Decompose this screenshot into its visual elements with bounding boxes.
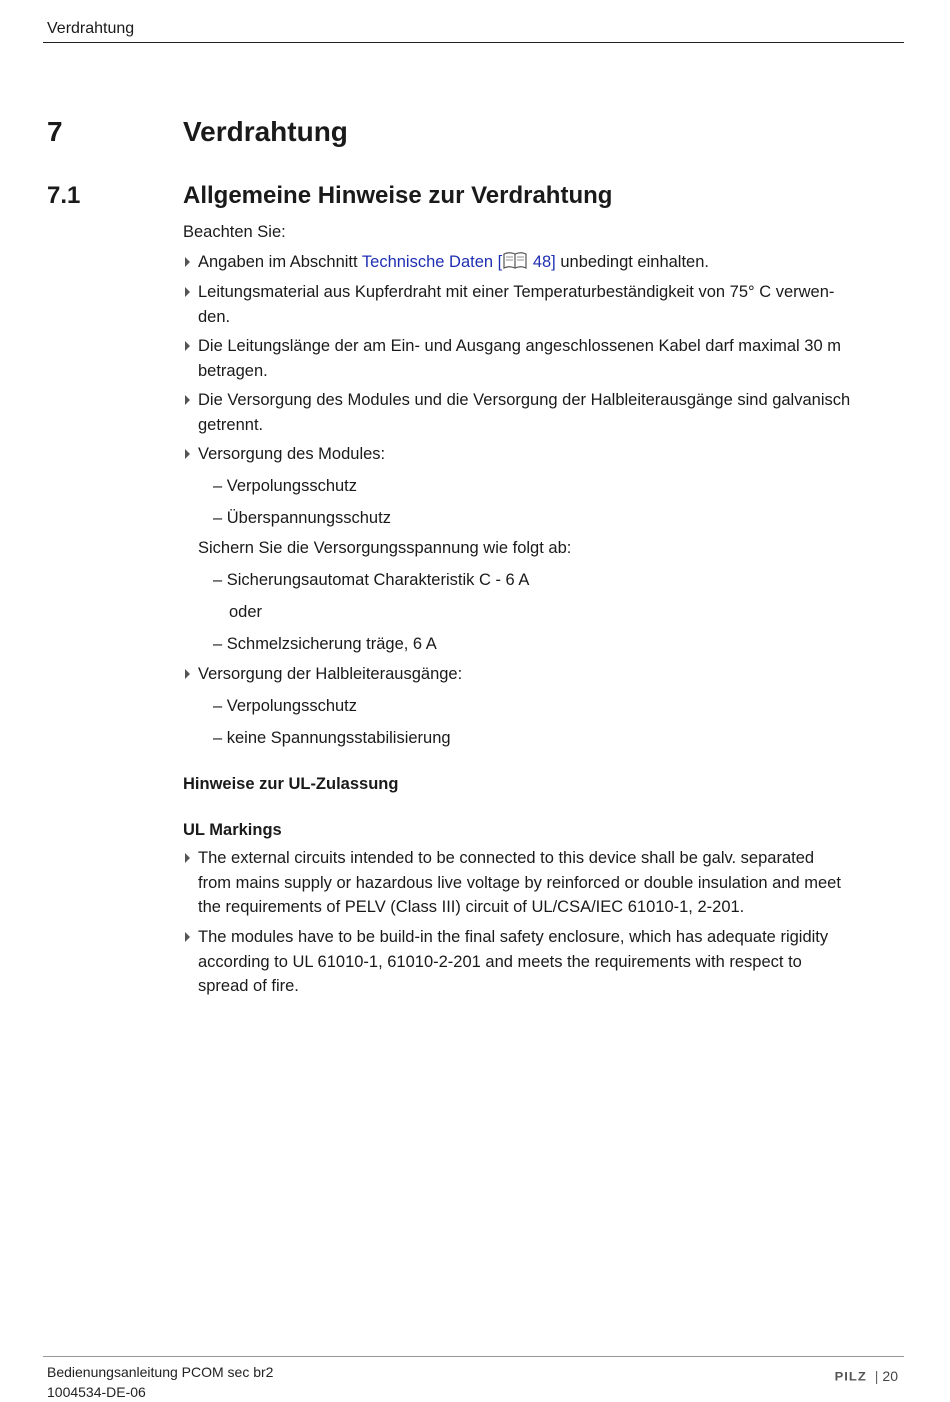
ul-markings-heading: UL Markings [183,821,282,839]
pilz-logo: PILZ [834,1369,867,1383]
link-page: 48] [528,253,556,271]
line: from mains supply or hazardous live voltage by reinforced or double insulation and meet [198,873,841,892]
list-item [183,388,903,437]
sub-list-item: – Überspannungsschutz [213,509,391,527]
line: den. [198,307,231,326]
line: Die Versorgung des Modules und die Versorgung der Halbleiterausgänge sind galvanisch [198,391,851,409]
chapter-title: Verdrahtung [183,116,348,147]
intro-text: Beachten Sie: [183,223,286,241]
text-segment: unbedingt einhalten. [555,253,709,271]
text-segment: Angaben im Abschnitt [198,253,362,271]
line: betragen. [198,361,268,380]
bullet-arrow-icon [185,853,190,863]
doc-title: Bedienungsanleitung PCOM sec br2 [47,1364,274,1380]
list-item-text [198,280,903,329]
bullet-arrow-icon [185,395,190,405]
line: according to UL 61010-1, 61010-2-201 and meets the requirements with respect to [198,952,802,971]
line: The modules have to be build-in the final safety enclosure, which has adequate rigidity [198,928,829,946]
page-number: 20 [882,1368,898,1384]
separator: | [874,1368,879,1384]
or-text: oder [229,603,263,621]
line: spread of fire. [198,977,299,995]
running-header: Verdrahtung [47,20,135,37]
list-item [183,846,903,920]
list-item [183,925,903,999]
sub-list-item: – Verpolungsschutz [213,697,358,715]
list-item-text [198,846,903,920]
footer-page-info [835,1368,898,1384]
sub-list-item: – Schmelzsicherung träge, 6 A [213,635,437,653]
list-item-text: Versorgung des Modules: [198,445,386,463]
list-item [183,334,903,383]
doc-number: 1004534-DE-06 [47,1384,146,1400]
line: the requirements of PELV (Class III) circuit of UL/CSA/IEC 61010-1, 2-201. [198,898,745,916]
list-item [183,442,903,467]
sub-list-item: – Verpolungsschutz [213,477,358,495]
section-title: Allgemeine Hinweise zur Verdrahtung [183,182,613,209]
chapter-number: 7 [47,116,63,147]
book-icon [502,251,528,270]
bullet-arrow-icon [185,449,190,459]
list-item-text [198,925,903,999]
list-item [183,280,903,329]
line: Leitungsmaterial aus Kupferdraht mit einer Temperaturbeständigkeit von 75° C verwen- [198,283,835,301]
bullet-arrow-icon [185,669,190,679]
line: getrennt. [198,415,264,434]
link-label: Technische Daten [ [361,253,503,271]
list-item [183,662,903,687]
header-divider [43,42,904,43]
line: The external circuits intended to be connected to this device shall be galv. separated [198,849,815,867]
list-item-text: Versorgung der Halbleiterausgänge: [198,665,463,683]
list-item-text [198,388,903,437]
technical-data-link[interactable] [362,253,556,271]
sub-list-item: – Sicherungsautomat Charakteristik C - 6 A [213,571,530,589]
footer-doc-info [47,1362,273,1402]
footer-divider [43,1356,904,1357]
line: Die Leitungslänge der am Ein- und Ausgang angeschlossenen Kabel darf maximal 30 m [198,337,841,355]
bullet-arrow-icon [185,341,190,351]
list-item-text [198,250,903,275]
bullet-arrow-icon [185,287,190,297]
bullet-arrow-icon [185,257,190,267]
sub-list-item: – keine Spannungsstabilisierung [213,729,451,747]
section-number: 7.1 [47,182,81,209]
fuse-intro-text: Sichern Sie die Versorgungsspannung wie folgt ab: [198,539,572,557]
ul-heading: Hinweise zur UL-Zulassung [183,775,399,793]
bullet-arrow-icon [185,932,190,942]
list-item [183,250,903,275]
list-item-text [198,334,903,383]
